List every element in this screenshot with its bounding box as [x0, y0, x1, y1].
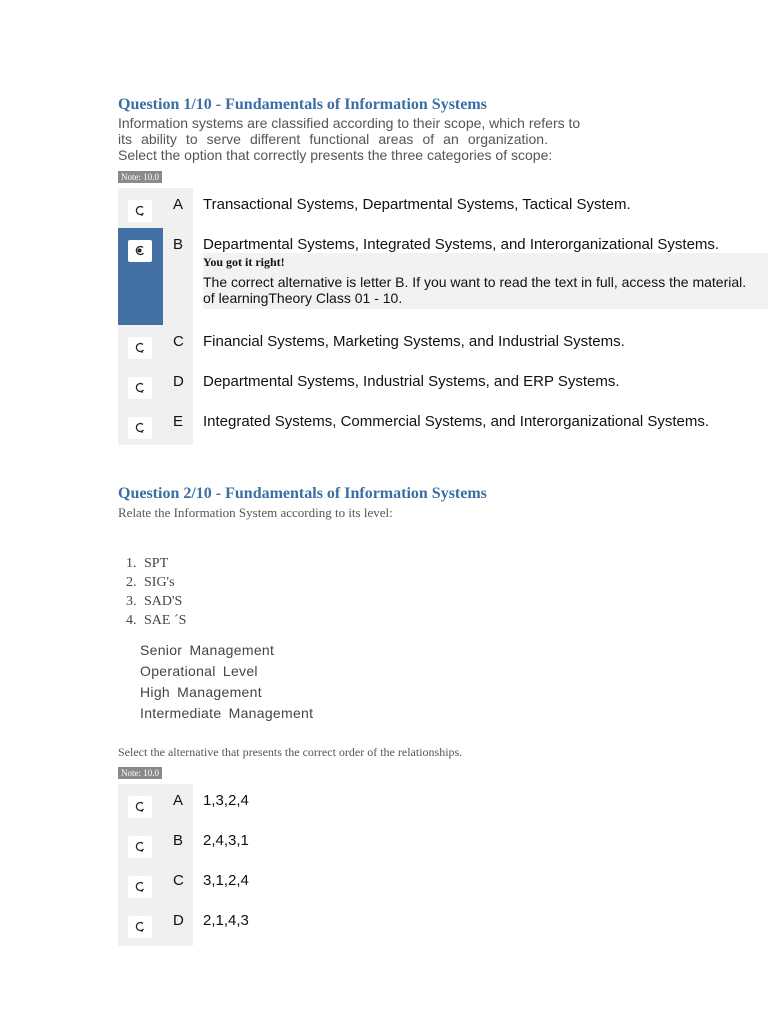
radio-button[interactable]	[128, 836, 152, 858]
radio-button[interactable]	[128, 200, 152, 222]
radio-spinner-icon	[134, 801, 146, 813]
question-1-text	[118, 115, 588, 163]
question-text-line: Select the option that correctly presents the three categories of scope:	[118, 147, 553, 163]
option-letter: A	[173, 196, 184, 213]
option-d[interactable]	[118, 904, 768, 944]
level-item: Operational Level	[140, 663, 258, 679]
option-text: Departmental Systems, Integrated Systems, and Interorganizational Systems.	[203, 236, 720, 253]
radio-button-checked[interactable]	[128, 240, 152, 262]
radio-button[interactable]	[128, 876, 152, 898]
system-list	[118, 554, 768, 630]
list-item: 4. SAE ´S	[140, 611, 768, 630]
option-b[interactable]	[118, 228, 768, 325]
option-a[interactable]	[118, 784, 768, 824]
option-letter: B	[173, 236, 184, 253]
level-item: Senior Management	[140, 642, 275, 658]
radio-spinner-icon	[134, 921, 146, 933]
feedback-heading: You got it right!	[203, 255, 285, 269]
option-letter: B	[173, 832, 184, 849]
option-d[interactable]	[118, 365, 768, 405]
radio-spinner-icon	[134, 205, 146, 217]
radio-spinner-icon	[134, 422, 146, 434]
question-1-title: Question 1/10 - Fundamentals of Information Systems	[118, 96, 487, 113]
option-text: Departmental Systems, Industrial Systems, and ERP Systems.	[203, 373, 620, 390]
option-text: Financial Systems, Marketing Systems, and Industrial Systems.	[203, 333, 625, 350]
radio-button[interactable]	[128, 916, 152, 938]
question-2-instruction: Select the alternative that presents the correct order of the relationships.	[118, 745, 463, 759]
question-1	[118, 96, 768, 445]
question-2-intro: Relate the Information System according to its level:	[118, 505, 393, 520]
option-text: Integrated Systems, Commercial Systems, and Interorganizational Systems.	[203, 413, 710, 430]
option-a[interactable]	[118, 188, 768, 228]
feedback-body	[203, 274, 746, 306]
radio-button[interactable]	[128, 417, 152, 439]
option-text: 3,1,2,4	[203, 872, 249, 889]
question-text-line: Information systems are classified according to their scope, which refers to	[118, 115, 581, 131]
radio-spinner-icon	[134, 881, 146, 893]
question-2	[118, 485, 768, 946]
option-c[interactable]	[118, 864, 768, 904]
radio-button[interactable]	[128, 337, 152, 359]
radio-button[interactable]	[128, 796, 152, 818]
option-e[interactable]	[118, 405, 768, 445]
option-c[interactable]	[118, 325, 768, 365]
level-list	[140, 640, 768, 724]
question-text-line: its ability to serve different functional areas of an organization.	[118, 131, 548, 147]
note-badge: Note: 10.0	[118, 171, 162, 183]
options-list	[118, 784, 768, 946]
option-letter: C	[173, 872, 184, 889]
question-2-title: Question 2/10 - Fundamentals of Information Systems	[118, 485, 487, 502]
list-item: 2. SIG's	[140, 573, 768, 592]
level-item: Intermediate Management	[140, 705, 314, 721]
level-item: High Management	[140, 684, 262, 700]
note-badge: Note: 10.0	[118, 767, 162, 779]
feedback-box	[203, 253, 768, 309]
list-item: 1. SPT	[140, 554, 768, 573]
list-item: 3. SAD'S	[140, 592, 768, 611]
option-letter: C	[173, 333, 184, 350]
option-b[interactable]	[118, 824, 768, 864]
option-letter: E	[173, 413, 184, 430]
radio-checked-icon	[134, 245, 146, 257]
option-text: 2,4,3,1	[203, 832, 249, 849]
feedback-line: of learningTheory Class 01 - 10.	[203, 290, 403, 306]
option-text: 1,3,2,4	[203, 792, 249, 809]
option-letter: A	[173, 792, 184, 809]
option-text: 2,1,4,3	[203, 912, 249, 929]
option-letter: D	[173, 373, 184, 390]
feedback-line: The correct alternative is letter B. If you want to read the text in full, access the material.	[203, 274, 747, 290]
options-list	[118, 188, 768, 445]
option-letter: D	[173, 912, 184, 929]
option-text: Transactional Systems, Departmental Systems, Tactical System.	[203, 196, 631, 213]
radio-spinner-icon	[134, 382, 146, 394]
radio-spinner-icon	[134, 841, 146, 853]
radio-button[interactable]	[128, 377, 152, 399]
radio-spinner-icon	[134, 342, 146, 354]
